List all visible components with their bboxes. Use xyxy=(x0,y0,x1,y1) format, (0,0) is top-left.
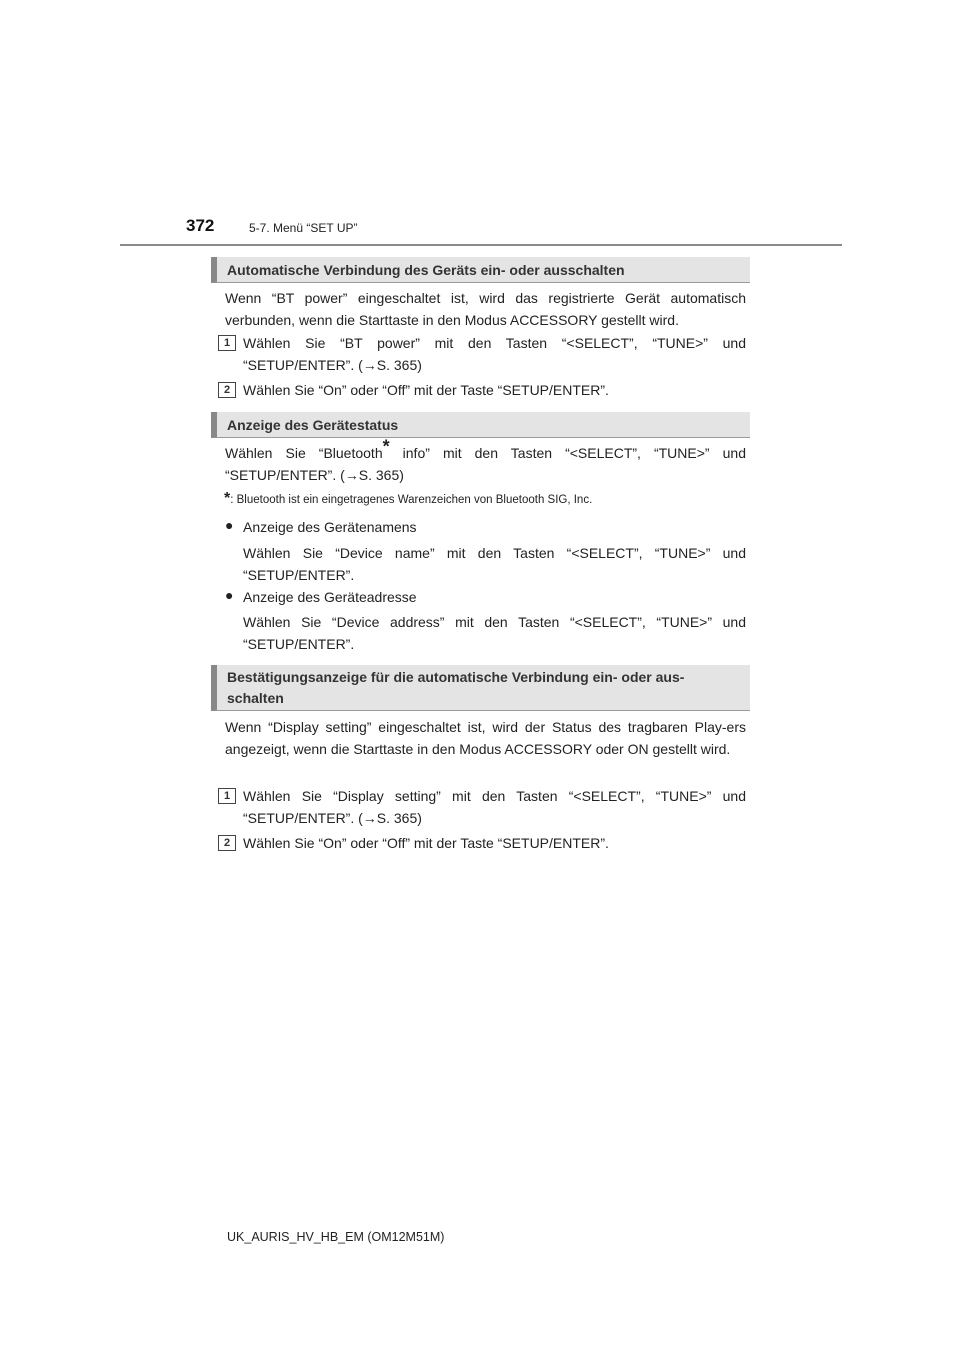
bullet-label-device-name: Anzeige des Gerätenamens xyxy=(243,519,417,535)
step-number-icon: 1 xyxy=(218,335,236,351)
page-reference: S. 365) xyxy=(358,466,404,483)
section3-step2: Wählen Sie “On” oder “Off” mit der Taste “SETUP/ENTER”. xyxy=(243,835,609,851)
footnote-text: : Bluetooth ist ein eingetragenes Warenzeichen von Bluetooth SIG, Inc. xyxy=(230,494,593,506)
step-number-icon: 1 xyxy=(218,788,236,804)
step-text: Wählen Sie “BT power” mit den Tasten “<SELECT”, “TUNE>” und “SETUP/ENTER”. ( xyxy=(243,335,746,373)
intro-text: Wählen Sie “Bluetooth xyxy=(225,445,383,461)
bullet-text-device-name: Wählen Sie “Device name” mit den Tasten “<SELECT”, “TUNE>” und “SETUP/ENTER”. xyxy=(243,545,746,583)
section-heading-confirmation-display: Bestätigungsanzeige für die automatische Verbindung ein- oder aus-schalten xyxy=(211,665,750,711)
footer-document-code: UK_AURIS_HV_HB_EM (OM12M51M) xyxy=(227,1230,445,1244)
section-heading-auto-connect: Automatische Verbindung des Geräts ein- oder ausschalten xyxy=(211,257,750,283)
bullet-icon: ● xyxy=(225,587,234,603)
arrow-icon: → xyxy=(344,466,359,483)
header-divider xyxy=(120,244,842,246)
footnote xyxy=(224,490,592,508)
section3-step1 xyxy=(243,786,746,829)
page-reference: S. 365) xyxy=(376,809,422,826)
bullet-text-device-address: Wählen Sie “Device address” mit den Tasten “<SELECT”, “TUNE>” und “SETUP/ENTER”. xyxy=(243,614,746,652)
bullet-label-device-address: Anzeige des Geräteadresse xyxy=(243,589,417,605)
asterisk-icon: * xyxy=(382,436,390,457)
arrow-icon: → xyxy=(362,356,377,373)
section-heading-device-status: Anzeige des Gerätestatus xyxy=(211,412,750,438)
section1-step1 xyxy=(243,333,746,376)
section1-intro: Wenn “BT power” eingeschaltet ist, wird das registrierte Gerät automatisch verbunden, wenn die Starttaste in den Modus ACCESSORY gestellt wird. xyxy=(225,290,746,328)
section1-step2: Wählen Sie “On” oder “Off” mit der Taste “SETUP/ENTER”. xyxy=(243,382,609,398)
section2-intro xyxy=(225,436,746,486)
step-text: Wählen Sie “Display setting” mit den Tasten “<SELECT”, “TUNE>” und “SETUP/ENTER”. ( xyxy=(243,788,746,826)
section3-intro: Wenn “Display setting” eingeschaltet ist, wird der Status des tragbaren Play-ers angezeigt, wenn die Starttaste in den Modus ACCESSORY oder ON gestellt wird. xyxy=(225,719,746,757)
intro-text: info” mit den Tasten “<SELECT”, “TUNE>” und “SETUP/ENTER”. ( xyxy=(225,445,746,483)
step-number-icon: 2 xyxy=(218,835,236,851)
page-reference: S. 365) xyxy=(376,356,422,373)
page-number: 372 xyxy=(186,216,215,235)
chapter-title: 5-7. Menü “SET UP” xyxy=(249,221,358,235)
arrow-icon: → xyxy=(362,809,377,826)
asterisk-icon: * xyxy=(224,490,231,507)
bullet-icon: ● xyxy=(225,517,234,533)
step-number-icon: 2 xyxy=(218,382,236,398)
